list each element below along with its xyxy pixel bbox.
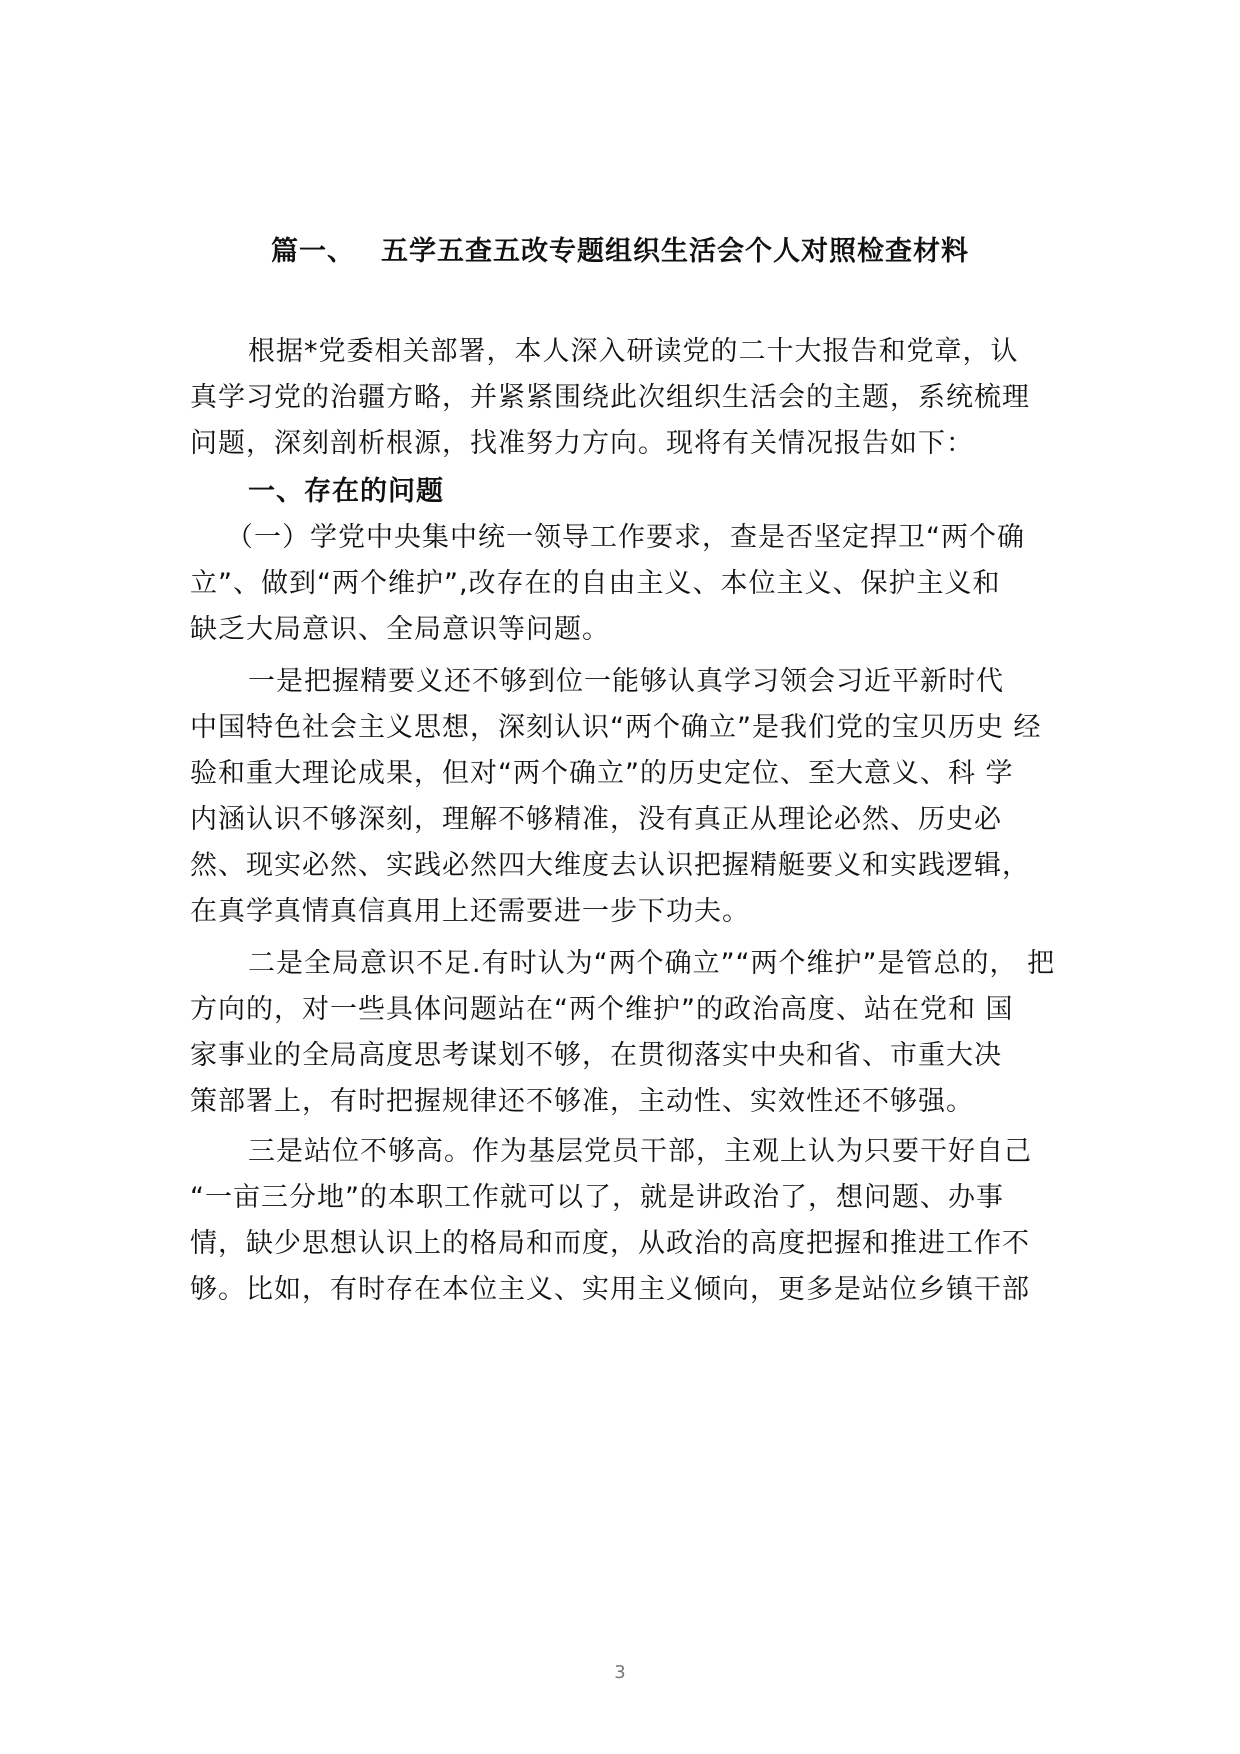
intro-line: 根据*党委相关部署，本人深入研读党的二十大报告和党章，认: [248, 336, 1019, 367]
point1-line: 内涵认识不够深刻，理解不够精准，没有真正从理论必然、历史必: [190, 804, 1002, 835]
document-title: [0, 232, 1240, 272]
section-heading: 一、存在的问题: [248, 476, 444, 507]
title-part-number: 篇一、: [271, 236, 355, 267]
point1-line: 验和重大理论成果，但对“两个确立”的历史定位、至大意义、科 学: [190, 758, 1014, 789]
intro-line: 真学习党的治疆方略，并紧紧围绕此次组织生活会的主题，系统梳理: [190, 382, 1030, 413]
point3-line: “一亩三分地”的本职工作就可以了，就是讲政治了，想问题、办事: [190, 1182, 1004, 1213]
point1-line: 一是把握精要义还不够到位一能够认真学习领会习近平新时代: [248, 666, 1004, 697]
point2-line: 二是全局意识不足.有时认为“两个确立”“两个维护”是管总的， 把: [248, 948, 1056, 979]
point3-line: 情，缺少思想认识上的格局和而度，从政治的高度把握和推进工作不: [190, 1228, 1030, 1259]
point2-line: 家事业的全局高度思考谋划不够，在贯彻落实中央和省、市重大决: [190, 1040, 1002, 1071]
page-number: 3: [614, 1662, 626, 1683]
subsection-line: 立”、做到“两个维护”,改存在的自由主义、本位主义、保护主义和: [190, 568, 1001, 599]
point3-line: 够。比如，有时存在本位主义、实用主义倾向，更多是站位乡镇干部: [190, 1274, 1030, 1305]
point1-line: 然、现实必然、实践必然四大维度去认识把握精艇要义和实践逻辑，: [190, 850, 1030, 881]
point1-line: 中国特色社会主义思想，深刻认识“两个确立”是我们党的宝贝历史 经: [190, 712, 1042, 743]
point2-line: 策部署上，有时把握规律还不够准，主动性、实效性还不够强。: [190, 1086, 974, 1117]
subsection-line: （一）学党中央集中统一领导工作要求，查是否坚定捍卫“两个确: [226, 522, 1025, 553]
point2-line: 方向的，对一些具体问题站在“两个维护”的政治高度、站在党和 国: [190, 994, 1014, 1025]
title-text: 五学五查五改专题组织生活会个人对照检查材料: [381, 236, 969, 267]
intro-line: 问题，深刻剖析根源，找准努力方向。现将有关情况报告如下：: [190, 428, 974, 459]
point1-line: 在真学真情真信真用上还需要进一步下功夫。: [190, 896, 750, 927]
point3-line: 三是站位不够高。作为基层党员干部，主观上认为只要干好自己: [248, 1136, 1032, 1167]
subsection-line: 缺乏大局意识、全局意识等问题。: [190, 614, 610, 645]
